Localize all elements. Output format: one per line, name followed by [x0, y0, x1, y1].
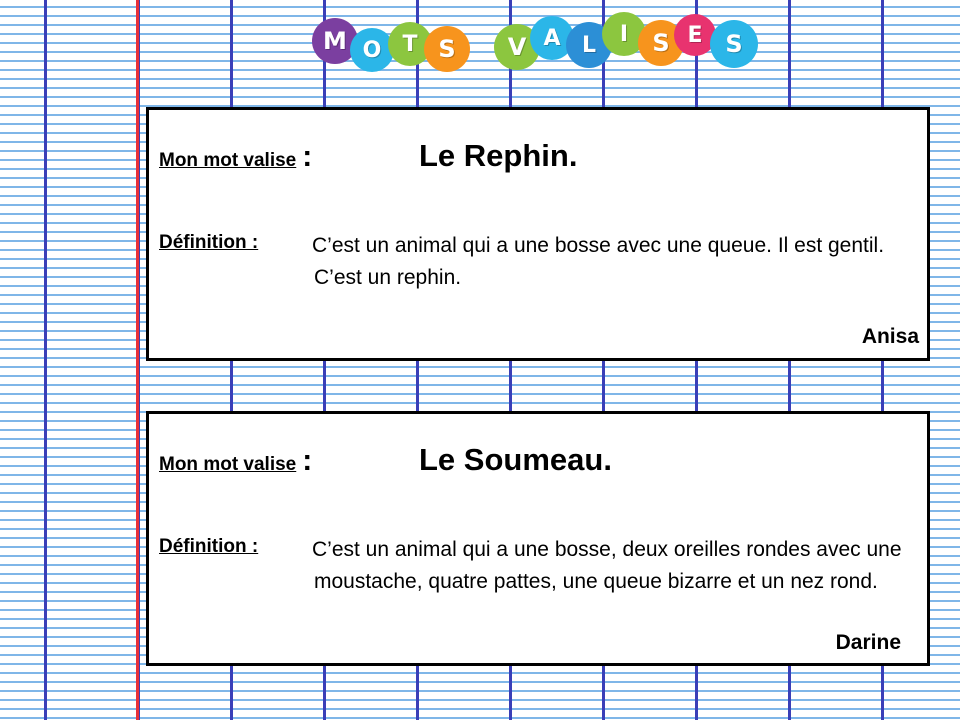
mots-valises-banner [312, 8, 762, 72]
portmanteau-word: Le Soumeau. [419, 442, 612, 477]
banner-letter: L [566, 22, 612, 68]
word-label: Mon mot valise [159, 454, 297, 475]
portmanteau-word: Le Rephin. [419, 138, 578, 173]
banner-letter: M [312, 18, 358, 64]
banner-letter: E [674, 14, 716, 56]
word-card [146, 107, 930, 361]
banner-letter: S [710, 20, 758, 68]
word-card [146, 411, 930, 666]
word-label-row [159, 444, 312, 478]
word-colon: : [302, 444, 313, 477]
banner-letter: A [530, 16, 574, 60]
banner-letter: I [602, 12, 646, 56]
definition-label: Définition : [159, 536, 259, 557]
banner-letter: O [350, 28, 394, 72]
author-name: Anisa [861, 325, 919, 348]
banner-letter: S [638, 20, 684, 66]
definition-text: C’est un animal qui a une bosse avec une queue. Il est gentil. C’est un rephin. [312, 234, 885, 289]
definition-label: Définition : [159, 232, 259, 253]
banner-letter: T [388, 22, 432, 66]
word-label-row [159, 140, 312, 174]
definition-text: C’est un animal qui a une bosse, deux oreilles rondes avec une moustache, quatre pattes, une queue bizarre et un nez rond. [312, 538, 902, 593]
banner-letter: V [494, 24, 540, 70]
banner-letter: S [424, 26, 470, 72]
author-name: Darine [835, 631, 901, 654]
word-colon: : [302, 140, 313, 173]
word-label: Mon mot valise [159, 150, 297, 171]
